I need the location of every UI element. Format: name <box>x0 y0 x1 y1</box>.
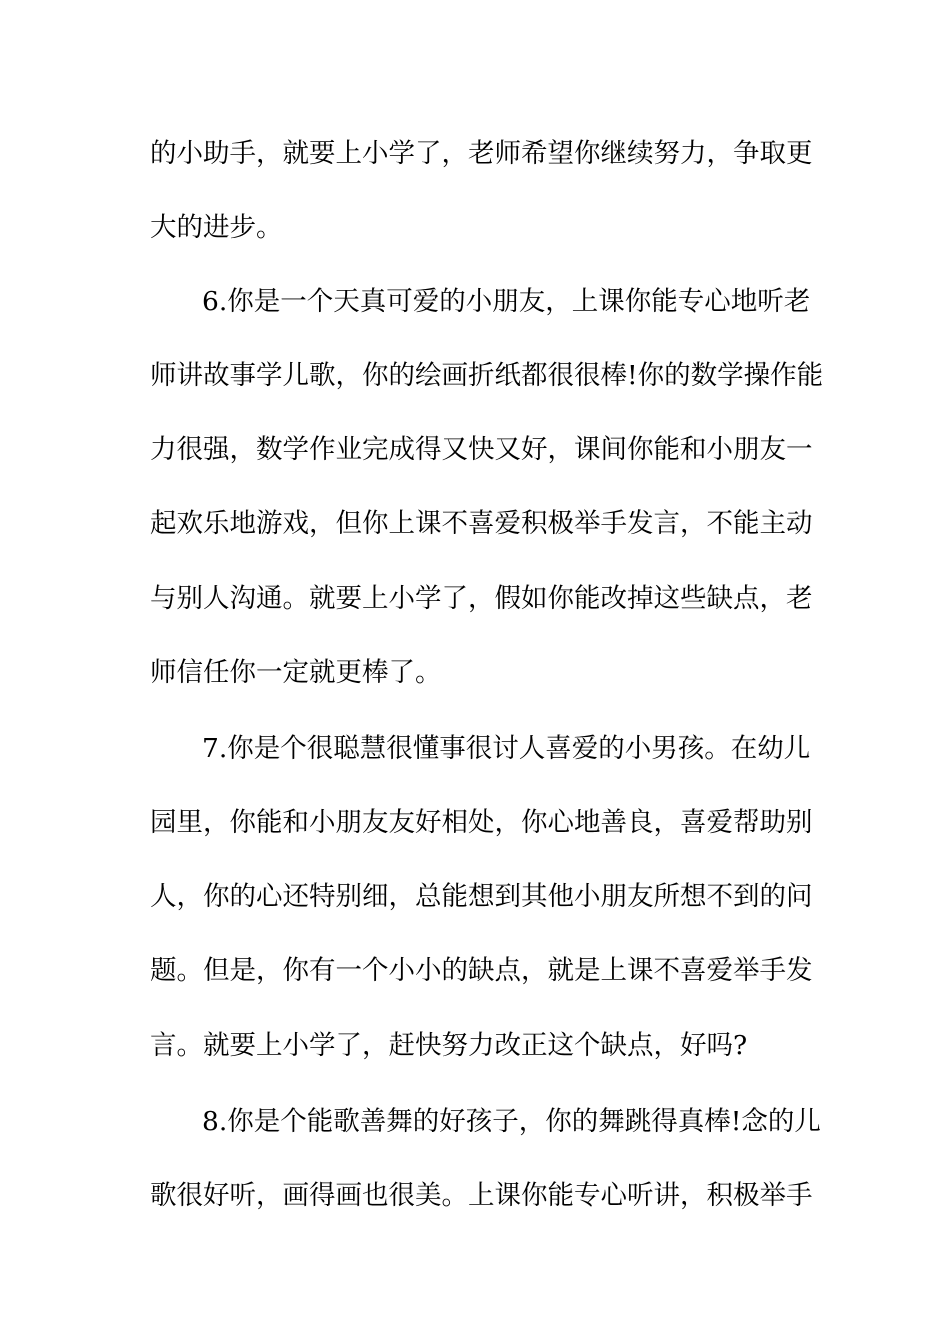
paragraph-8-start: 8.你是个能歌善舞的好孩子，你的舞跳得真棒!念的儿 <box>202 1106 821 1137</box>
text-line: 题。但是，你有一个小小的缺点，就是上课不喜爱举手发 <box>150 955 813 986</box>
text-line: 人，你的心还特别细，总能想到其他小朋友所想不到的问 <box>150 881 813 912</box>
text-line: 师讲故事学儿歌，你的绘画折纸都很很棒!你的数学操作能 <box>150 360 824 391</box>
paragraph-7-start: 7.你是个很聪慧很懂事很讨人喜爱的小男孩。在幼儿 <box>202 733 811 764</box>
text-line: 言。就要上小学了，赶快努力改正这个缺点，好吗? <box>150 1030 748 1061</box>
text-line: 与别人沟通。就要上小学了，假如你能改掉这些缺点，老 <box>150 583 813 614</box>
text-line: 大的进步。 <box>150 212 283 243</box>
paragraph-6-start: 6.你是一个天真可爱的小朋友，上课你能专心地听老 <box>202 286 811 317</box>
text-line: 起欢乐地游戏，但你上课不喜爱积极举手发言，不能主动 <box>150 508 813 539</box>
text-line: 歌很好听，画得画也很美。上课你能专心听讲，积极举手 <box>150 1180 813 1211</box>
text-line: 力很强，数学作业完成得又快又好，课间你能和小朋友一 <box>150 434 813 465</box>
text-line: 师信任你一定就更棒了。 <box>150 657 442 688</box>
text-line: 园里，你能和小朋友友好相处，你心地善良，喜爱帮助别 <box>150 807 813 838</box>
text-line: 的小助手，就要上小学了，老师希望你继续努力，争取更 <box>150 138 813 169</box>
